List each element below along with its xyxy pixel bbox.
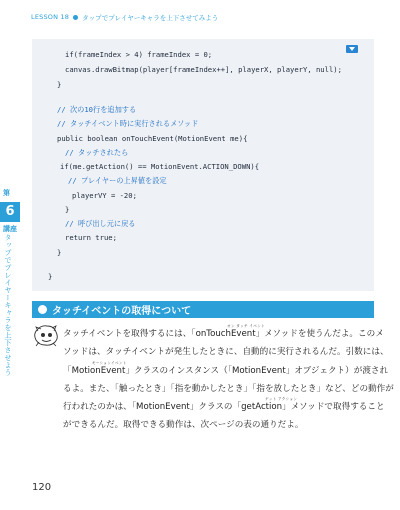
mascot-icon bbox=[33, 324, 59, 348]
code-line: return true; bbox=[65, 233, 117, 242]
code-comment: // タッチイベント時に実行されるメソッド bbox=[57, 119, 199, 128]
body-line: 「MotionEvent」クラスのインスタンス（「MotionEvent」オブジェクト）が渡され bbox=[63, 366, 389, 376]
page-header bbox=[31, 10, 218, 24]
code-comment: // 呼び出し元に戻る bbox=[65, 219, 136, 228]
code-line: } bbox=[48, 272, 53, 281]
section-title: タッチイベントの取得について bbox=[52, 306, 192, 317]
code-comment: // タッチされたら bbox=[65, 148, 129, 157]
download-icon[interactable] bbox=[346, 45, 358, 53]
lesson-label: LESSON 18 bbox=[31, 13, 70, 21]
code-line: } bbox=[57, 248, 62, 257]
body-line: ソッドは、タッチイベントが発生したときに、自動的に実行されるんだ。引数には、 bbox=[63, 347, 389, 357]
chapter-suffix: 講座 bbox=[3, 225, 17, 233]
lesson-title: タップでプレイヤーキャラを上下させてみよう bbox=[82, 13, 219, 22]
code-line: } bbox=[57, 80, 62, 89]
chapter-title: タップでプレイヤーキャラを上下させよう bbox=[4, 234, 12, 377]
code-line: if(frameIndex > 4) frameIndex = 0; bbox=[65, 50, 213, 59]
body-line: ができるんだ。取得できる動作は、次ページの表の通りだよ。 bbox=[63, 420, 304, 430]
page-number: 120 bbox=[32, 482, 52, 493]
ruby-text: ゲット アクション bbox=[265, 397, 298, 401]
body-line: 行われたのかは、「MotionEvent」クラスの「getAction」メソッドで取得すること bbox=[63, 402, 385, 412]
section-heading bbox=[32, 301, 374, 318]
section-bullet-icon bbox=[38, 305, 47, 314]
ruby-text: オン タッチ イベント bbox=[227, 324, 265, 328]
code-comment: // プレイヤーの上昇値を設定 bbox=[68, 176, 167, 185]
code-listing bbox=[32, 39, 374, 291]
chapter-prefix: 第 bbox=[3, 189, 10, 197]
body-line: るよ。また、「触ったとき」「指を動かしたとき」「指を放したとき」など、どの動作が bbox=[63, 384, 394, 394]
code-comment: // 次の10行を追加する bbox=[57, 105, 137, 114]
code-line: public boolean onTouchEvent(MotionEvent me){ bbox=[57, 134, 248, 143]
code-line: if(me.getAction() == MotionEvent.ACTION_DOWN){ bbox=[60, 162, 260, 171]
ruby-text: モーションイベント bbox=[92, 361, 127, 365]
chapter-number: 6 bbox=[0, 202, 20, 222]
body-line: タッチイベントを取得するには、「onTouchEvent」メソッドを使うんだよ。このメ bbox=[63, 329, 384, 339]
code-line: playerVY = -20; bbox=[72, 191, 137, 200]
code-line: } bbox=[65, 205, 70, 214]
code-line: canvas.drawBitmap(player[frameIndex++], playerX, playerY, null); bbox=[65, 65, 342, 74]
header-bullet-icon bbox=[73, 15, 78, 20]
